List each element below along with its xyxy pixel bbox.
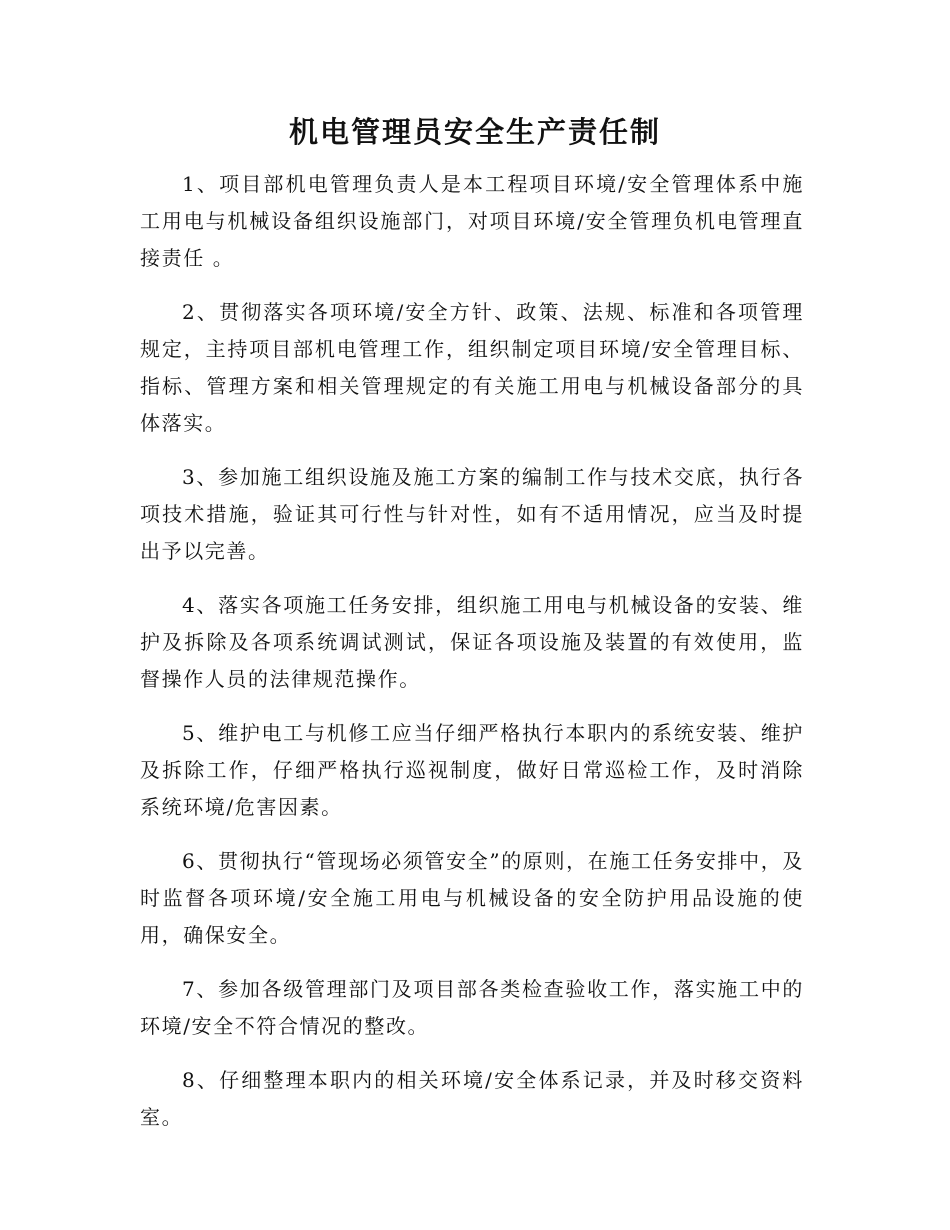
paragraph-2: 2、贯彻落实各项环境/安全方针、政策、法规、标准和各项管理规定，主持项目部机电管理工作，组织制定项目环境/安全管理目标、指标、管理方案和相关管理规定的有关施工用电与机械设备部分的具体落实。 [140,300,804,435]
document-title: 机电管理员安全生产责任制 [288,115,661,149]
paragraph-1: 1、项目部机电管理负责人是本工程项目环境/安全管理体系中施工用电与机械设备组织设施部门，对项目环境/安全管理负机电管理直接责任 。 [140,172,804,270]
paragraph-4: 4、落实各项施工任务安排，组织施工用电与机械设备的安装、维护及拆除及各项系统调试测试，保证各项设施及装置的有效使用，监督操作人员的法律规范操作。 [140,593,804,691]
paragraph-5: 5、维护电工与机修工应当仔细严格执行本职内的系统安装、维护及拆除工作，仔细严格执行巡视制度，做好日常巡检工作，及时消除系统环境/危害因素。 [140,721,804,819]
paragraph-7: 7、参加各级管理部门及项目部各类检查验收工作，落实施工中的环境/安全不符合情况的整改。 [140,977,804,1038]
paragraph-3: 3、参加施工组织设施及施工方案的编制工作与技术交底，执行各项技术措施，验证其可行性与针对性，如有不适用情况，应当及时提出予以完善。 [140,465,804,563]
paragraph-6: 6、贯彻执行“管现场必须管安全”的原则，在施工任务安排中，及时监督各项环境/安全施工用电与机械设备的安全防护用品设施的使用，确保安全。 [140,849,804,947]
document-body [140,166,804,1153]
paragraph-8: 8、仔细整理本职内的相关环境/安全体系记录，并及时移交资料室。 [140,1068,804,1129]
